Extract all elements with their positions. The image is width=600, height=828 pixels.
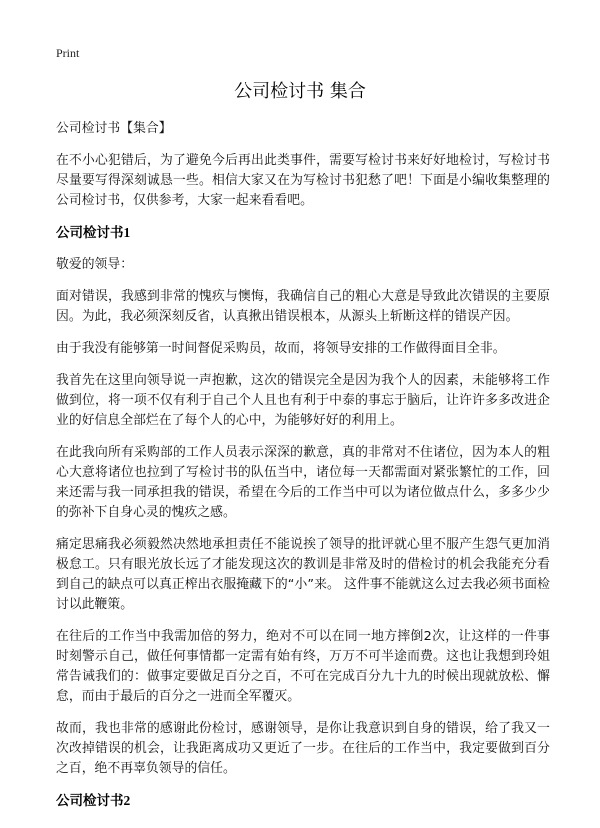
intro-paragraph: 在不小心犯错后，为了避免今后再出此类事件，需要写检讨书来好好地检讨，写检讨书尽量要写得深刻诚恳一些。相信大家又在为写检讨书犯愁了吧！下面是小编收集整理的公司检讨书，仅供参考，大家一起来看看吧。 xyxy=(56,153,550,208)
document-body xyxy=(56,119,550,823)
section-heading-1: 公司检讨书1 xyxy=(56,225,131,240)
body-paragraph-3: 我首先在这里向领导说一声抱歉，这次的错误完全是因为我个人的因素，未能够将工作做到位，将一项不仅有利于自己个人且也有利于中泰的事忘于脑后，让许许多多改进企业的好信息全部烂在了每个人的心中，为能够好好的利用上。 xyxy=(56,373,550,428)
document-title: 公司检讨书 集合 xyxy=(234,81,366,102)
body-paragraph-2: 由于我没有能够第一时间督促采购员，故而，将领导安排的工作做得面目全非。 xyxy=(56,341,506,356)
document-subtitle: 公司检讨书【集合】 xyxy=(56,121,172,136)
body-paragraph-1: 面对错误，我感到非常的愧疚与懊悔，我确信自己的粗心大意是导致此次错误的主要原因。为此，我必须深刻反省，认真揪出错误根本，从源头上斩断这样的错误产因。 xyxy=(56,289,550,324)
section-heading-2: 公司检讨书2 xyxy=(56,793,131,808)
body-paragraph-6: 在往后的工作当中我需加倍的努力，绝对不可以在同一地方摔倒2次，让这样的一件事时刻警示自己，做任何事情都一定需有始有终，万万不可半途而费。这也让我想到玲姐常告诫我们的：做事定要做足百分之百，不可在完成百分九十九的时候出现就放松、懈怠，而由于最后的百分之一进而全军覆灭。 xyxy=(56,629,550,704)
body-paragraph-5: 痛定思痛我必须毅然决然地承担责任不能说挨了领导的批评就心里不服产生怨气更加消极怠工。只有眼光放长远了才能发现这次的教训是非常及时的借检讨的机会我能充分看到自己的缺点可以真正榨出衣服掩藏下的“小”来。 这件事不能就这么过去我必须书面检讨以此鞭策。 xyxy=(56,537,550,612)
body-paragraph-7: 故而，我也非常的感谢此份检讨，感谢领导，是你让我意识到自身的错误，给了我又一次改掉错误的机会，让我距离成功又更近了一步。在往后的工作当中，我定要做到百分之百，绝不再辜负领导的信任。 xyxy=(56,721,550,776)
salutation: 敬爱的领导： xyxy=(56,257,134,272)
body-paragraph-4: 在此我向所有采购部的工作人员表示深深的歉意，真的非常对不住诸位，因为本人的粗心大意将诸位也拉到了写检讨书的队伍当中，诸位每一天都需面对紧张繁忙的工作，回来还需与我一同承担我的错误，希望在今后的工作当中可以为诸位做点什么，多多少少的弥补下自身心灵的愧疚之感。 xyxy=(56,445,550,520)
print-link[interactable]: Print xyxy=(56,46,80,60)
